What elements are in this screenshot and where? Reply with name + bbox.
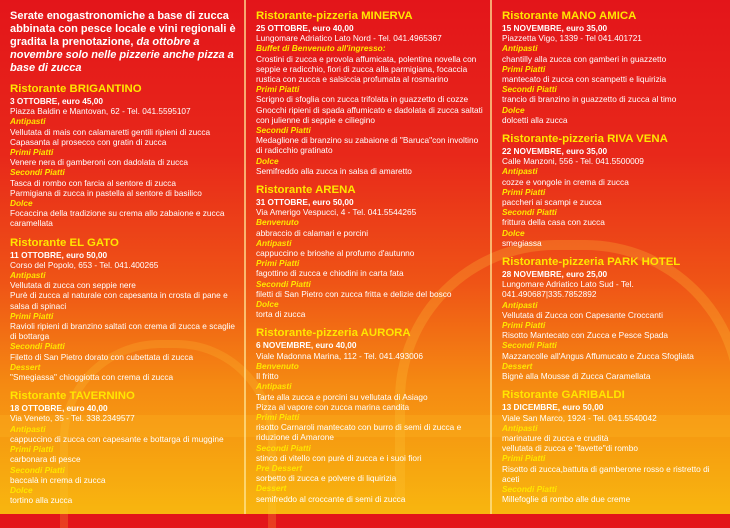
restaurant-block	[256, 10, 483, 176]
course-heading: Antipasti	[10, 270, 46, 281]
dish-item: Millefoglie di rombo alle due creme	[502, 494, 631, 505]
restaurant-name: Ristorante-pizzeria PARK HOTEL	[502, 256, 681, 269]
dish-item: Risotto Mantecato con Zucca e Pesce Spada	[502, 330, 669, 341]
restaurant-address: Piazza Baldin e Mantovan, 62 - Tel. 041.5595107	[10, 106, 191, 117]
dish-item: sorbetto di zucca e polvere di liquirizia	[256, 473, 397, 484]
dish-item: Parmigiana di zucca in pastella al sentore di basilico	[10, 187, 202, 198]
course-heading: Primi Piatti	[256, 84, 300, 95]
dish-item: Vellutata di zucca con seppie nere	[10, 280, 136, 291]
restaurant-address: Via Amerigo Vespucci, 4 - Tel. 041.5544265	[256, 207, 417, 218]
restaurant-block	[502, 10, 722, 125]
course-heading: Dolce	[10, 198, 33, 209]
course-heading: Secondi Piatti	[502, 483, 557, 494]
restaurant-block	[10, 83, 237, 229]
event-date-price: 13 DICEMBRE, euro 50,00	[502, 402, 604, 413]
restaurant-address: Viale San Marco, 1924 - Tel. 041.5540042	[502, 412, 657, 423]
dish-item: dolcetti alla zucca	[502, 114, 568, 125]
event-date-price: 18 OTTOBRE, euro 40,00	[10, 403, 108, 414]
course-heading: Secondi Piatti	[10, 341, 65, 352]
course-heading: Antipasti	[10, 116, 46, 127]
dish-item: vellutata di zucca e "favette"di rombo	[502, 443, 638, 454]
course-heading: Primi Piatti	[10, 444, 54, 455]
dish-item: Vellutata di Zucca con Capesante Croccanti	[502, 309, 663, 320]
event-date-price: 31 OTTOBRE, euro 50,00	[256, 197, 354, 208]
menu-column-1	[0, 0, 245, 514]
restaurant-address: Via Veneto, 35 - Tel. 338.2349577	[10, 413, 135, 424]
dish-item: Pizza al vapore con zucca marina candita	[256, 401, 410, 412]
course-heading: Buffet di Benvenuto all'ingresso:	[256, 43, 386, 54]
intro-italic: da ottobre a novembre solo nelle pizzerie anche pizza a base di zucca	[10, 36, 234, 74]
course-heading: Primi Piatti	[10, 310, 54, 321]
course-heading: Antipasti	[502, 299, 538, 310]
course-heading: Dessert	[10, 361, 41, 372]
dish-item: Mazzancolle all'Angus Affumucato e Zucca Sfogliata	[502, 350, 694, 361]
course-heading: Dessert	[256, 483, 287, 494]
dish-item: Tarte alla zucca e porcini su vellutata di Asiago	[256, 391, 428, 402]
course-heading: Secondi Piatti	[256, 278, 311, 289]
restaurant-name: Ristorante-pizzeria MINERVA	[256, 10, 413, 22]
course-heading: Dolce	[256, 299, 279, 310]
dish-item: torta di zucca	[256, 309, 306, 320]
dish-item: Ravioli ripieni di branzino saltati con crema di zucca e scaglie di bottarga	[10, 321, 236, 342]
dish-item: Il fritto	[256, 371, 279, 382]
restaurant-block	[502, 389, 722, 504]
course-heading: Antipasti	[256, 237, 292, 248]
course-heading: Secondi Piatti	[10, 167, 65, 178]
menu-column-2	[246, 0, 491, 514]
restaurant-name: Ristorante-pizzeria AURORA	[256, 327, 411, 340]
course-heading: Secondi Piatti	[502, 340, 557, 351]
course-heading: Dolce	[256, 155, 279, 166]
course-heading: Pre Dessert	[256, 462, 303, 473]
intro-main: Serate enogastronomiche a base di zucca abbinata con pesce locale e vini regionali è gradita la prenotazione,	[10, 10, 236, 48]
dish-item: abbraccio di calamari e porcini	[256, 227, 369, 238]
course-heading: Secondi Piatti	[10, 464, 65, 475]
dish-item: cozze e vongole in crema di zucca	[502, 176, 629, 187]
course-heading: Benvenuto	[256, 217, 299, 228]
dish-item: Scrigno di sfoglia con zucca trifolata in guazzetto di cozze	[256, 94, 469, 105]
course-heading: Dolce	[502, 227, 525, 238]
restaurant-name: Ristorante EL GATO	[10, 236, 119, 249]
dish-item: Capasanta al prosecco con gratin di zucca	[10, 136, 167, 147]
course-heading: Secondi Piatti	[502, 84, 557, 95]
course-heading: Dolce	[502, 104, 525, 115]
dish-item: stinco di vitello con purè di zucca e i suoi fiori	[256, 452, 422, 463]
menu-column-3	[492, 0, 730, 514]
dish-item: Vellutata di mais con calamaretti gentili ripieni di zucca	[10, 126, 211, 137]
course-heading: Primi Piatti	[502, 453, 546, 464]
intro-text	[10, 10, 237, 75]
dish-item: frittura della casa con zucca	[502, 217, 605, 228]
restaurant-address: Viale Madonna Marina, 112 - Tel. 041.493006	[256, 350, 423, 361]
restaurant-block	[256, 184, 483, 319]
course-heading: Secondi Piatti	[256, 442, 311, 453]
event-date-price: 25 OTTOBRE, euro 40,00	[256, 23, 354, 33]
restaurant-address: Piazzetta Vigo, 1339 - Tel 041.401721	[502, 33, 642, 44]
restaurant-address: Lungomare Adriatico Lato Sud - Tel. 041.490687|335.7852892	[502, 279, 634, 300]
dish-item: carbonara di pesce	[10, 454, 81, 465]
dish-item: fagottino di zucca e chiodini in carta fata	[256, 268, 404, 279]
dish-item: semifreddo al croccante di semi di zucca	[256, 493, 406, 504]
course-heading: Primi Piatti	[256, 411, 300, 422]
course-heading: Primi Piatti	[256, 258, 300, 269]
course-heading: Primi Piatti	[502, 186, 546, 197]
course-heading: Primi Piatti	[10, 147, 54, 158]
dish-item: Semifreddo alla zucca in salsa di amaretto	[256, 165, 412, 176]
restaurant-address: Calle Manzoni, 556 - Tel. 041.5500009	[502, 156, 644, 167]
dish-item: filetti di San Pietro con zucca fritta e delizie del bosco	[256, 288, 452, 299]
course-heading: Antipasti	[256, 381, 292, 392]
dish-item: baccalà in crema di zucca	[10, 474, 106, 485]
event-date-price: 22 NOVEMBRE, euro 35,00	[502, 146, 608, 157]
dish-item: tortino alla zucca	[10, 495, 73, 506]
event-date-price: 28 NOVEMBRE, euro 25,00	[502, 269, 608, 280]
restaurant-block	[256, 327, 483, 503]
dish-item: Filetto di San Pietro dorato con cubettata di zucca	[10, 351, 194, 362]
course-heading: Secondi Piatti	[256, 125, 311, 136]
restaurant-address: Corso del Popolo, 653 - Tel. 041.400265	[10, 259, 159, 270]
restaurant-name: Ristorante TAVERNINO	[10, 390, 135, 403]
restaurant-block	[502, 133, 722, 248]
dish-item: mantecato di zucca con scampetti e liquirizia	[502, 74, 667, 85]
course-heading: Antipasti	[502, 422, 538, 433]
dish-item: Bignè alla Mousse di Zucca Caramellata	[502, 371, 651, 382]
dish-item: smegiassa	[502, 237, 542, 248]
event-date-price: 15 NOVEMBRE, euro 35,00	[502, 23, 608, 33]
dish-item: Medaglione di branzino su zabaione di "Baruca"con involtino di radicchio gratinato	[256, 135, 479, 156]
restaurant-block	[10, 237, 237, 383]
event-date-price: 6 NOVEMBRE, euro 40,00	[256, 340, 357, 351]
dish-item: Tasca di rombo con farcia al sentore di zucca	[10, 177, 177, 188]
course-heading: Antipasti	[502, 43, 538, 54]
restaurant-name: Ristorante GARIBALDI	[502, 389, 625, 402]
dish-item: paccheri ai scampi e zucca	[502, 197, 602, 208]
dish-item: cappuccino di zucca con capesante e bottarga di muggine	[10, 433, 224, 444]
course-heading: Primi Piatti	[502, 63, 546, 74]
restaurant-block	[502, 256, 722, 381]
event-date-price: 3 OTTOBRE, euro 45,00	[10, 96, 103, 106]
dish-item: "Smegiassa" chioggiotta con crema di zucca	[10, 372, 174, 383]
course-heading: Benvenuto	[256, 360, 299, 371]
dish-item: chantilly alla zucca con gamberi in guazzetto	[502, 53, 667, 64]
restaurant-name: Ristorante BRIGANTINO	[10, 83, 142, 95]
course-heading: Secondi Piatti	[502, 207, 557, 218]
course-heading: Dolce	[10, 484, 33, 495]
dish-item: Crostini di zucca e provola affumicata, polentina novella con seppie e radicchio, fiori di zucca alla parmigiana, focaccia rustica con zucca e salsiccia profumata al rosmarino	[256, 53, 477, 85]
restaurant-name: Ristorante-pizzeria RIVA VENA	[502, 133, 668, 146]
course-heading: Antipasti	[10, 423, 46, 434]
course-heading: Antipasti	[502, 166, 538, 177]
dish-item: trancio di branzino in guazzetto di zucca al timo	[502, 94, 677, 105]
dish-item: marinature di zucca e crudità	[502, 432, 609, 443]
restaurant-name: Ristorante ARENA	[256, 184, 356, 197]
course-heading: Primi Piatti	[502, 320, 546, 331]
restaurant-name: Ristorante MANO AMICA	[502, 10, 637, 22]
event-date-price: 11 OTTOBRE, euro 50,00	[10, 249, 108, 260]
dish-item: Gnocchi ripieni di spada affumicato e dadolata di zucca saltati con julienne di seppie e ciliegino	[256, 104, 483, 125]
dish-item: Focaccina della tradizione su crema allo zabaione e zucca caramellata	[10, 208, 225, 229]
dish-item: cappuccino e brioshe al profumo d'autunno	[256, 248, 415, 259]
restaurant-address: Lungomare Adriatico Lato Nord - Tel. 041.4965367	[256, 33, 442, 44]
dish-item: Venere nera di gamberoni con dadolata di zucca	[10, 157, 189, 168]
dish-item: Purè di zucca al naturale con capesanta in crosta di pane e salsa di spinaci	[10, 290, 228, 311]
dish-item: risotto Carnaroli mantecato con burro di semi di zucca e riduzione di Amarone	[256, 422, 462, 443]
restaurant-block	[10, 390, 237, 505]
dish-item: Risotto di zucca,battuta di gamberone rosso e ristretto di aceti	[502, 463, 710, 484]
course-heading: Dessert	[502, 360, 533, 371]
